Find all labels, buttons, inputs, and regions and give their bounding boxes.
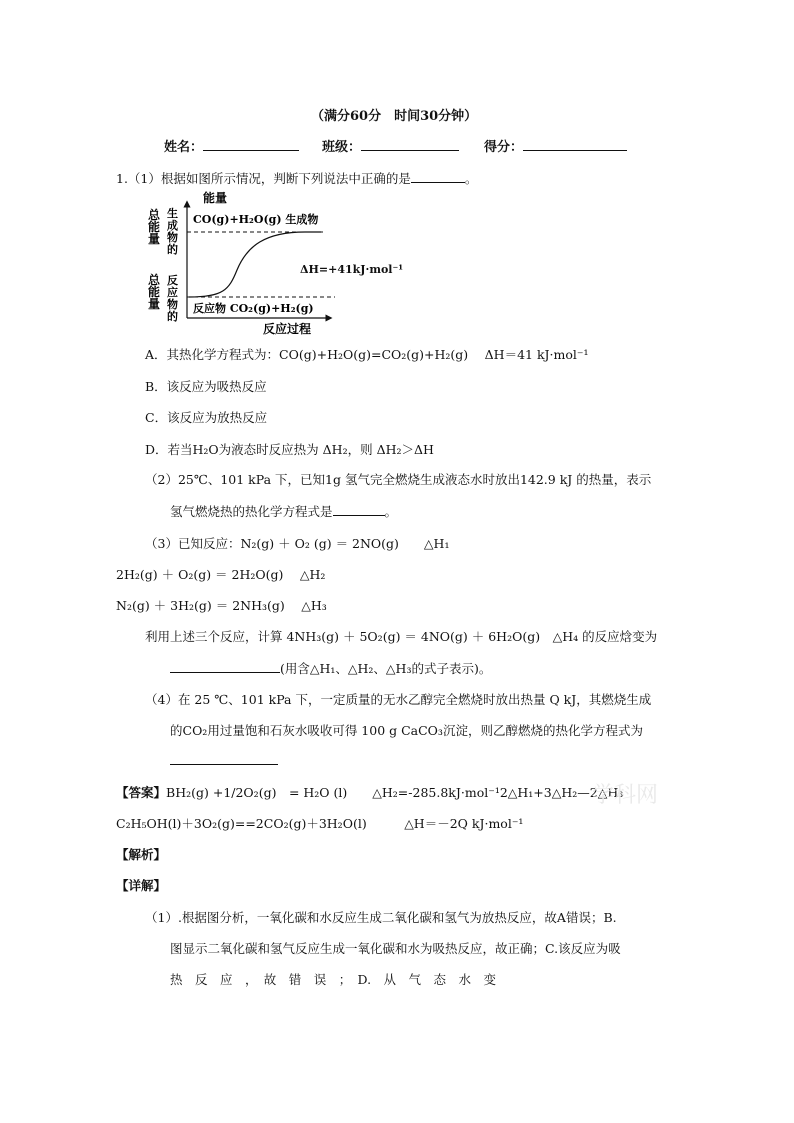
score-blank[interactable] [523, 138, 627, 151]
top-small-3: 物 [167, 231, 178, 244]
score-field [484, 136, 627, 155]
watermark: 学科网 [592, 783, 659, 808]
q1-part4-line1: （4）在 25 ℃、101 kPa 下，一定质量的无水乙醇完全燃烧时放出热量 Q kJ，其燃烧生成 [145, 692, 652, 707]
name-field [164, 136, 299, 155]
q1-part3-line5: (用含△H₁、△H₂、△H₃的式子表示)。 [170, 659, 491, 677]
bottom-small-2: 应 [167, 286, 178, 299]
q1-part2-line2: 氢气燃烧热的热化学方程式是 。 [170, 504, 398, 519]
q1-part3-line3: N₂(g) ＋ 3H₂(g) ＝ 2NH₃(g) △H₃ [116, 598, 327, 613]
q1-part2-blank[interactable] [333, 503, 385, 516]
q1-part4-line2: 的CO₂用过量饱和石灰水吸收可得 100 g CaCO₃沉淀，则乙醇燃烧的热化学方程式为 [170, 723, 643, 738]
option-d: D．若当H₂O为液态时反应热为 ΔH₂，则 ΔH₂＞ΔH [145, 442, 434, 457]
bottom-small-1: 反 [167, 274, 178, 287]
option-c: C．该反应为放热反应 [145, 410, 268, 425]
bottom-left-1: 总 [148, 273, 161, 287]
q1-part4-blank[interactable] [170, 752, 278, 765]
top-small-1: 生 [167, 207, 178, 220]
answer-line2: C₂H₅OH(l)＋3O₂(g)==2CO₂(g)＋3H₂O(l) △H＝－2Q kJ·mol⁻¹ [116, 816, 524, 831]
y-axis-label: 能量 [203, 191, 228, 205]
class-blank[interactable] [361, 138, 459, 151]
q1-part3-blank[interactable] [170, 660, 280, 673]
analysis-label: 【解析】 [116, 847, 167, 862]
q1-part4-line3 [170, 752, 278, 768]
q1-part2-line1: （2）25℃、101 kPa 下，已知1g 氢气完全燃烧生成液态水时放出142.9 kJ 的热量，表示 [145, 472, 652, 487]
q1-part3-line4: 利用上述三个反应，计算 4NH₃(g) ＋ 5O₂(g) ＝ 4NO(g) ＋ 6H₂O(g) △H₄ 的反应焓变为 [145, 629, 658, 644]
bottom-small-4: 的 [167, 310, 178, 323]
answer-label: 【答案】 [116, 785, 167, 800]
top-left-2: 能 [148, 220, 161, 234]
q1-part3-line2: 2H₂(g) ＋ O₂(g) ＝ 2H₂O(g) △H₂ [116, 567, 326, 582]
bottom-left-2: 能 [148, 285, 161, 299]
score-label: 得分： [484, 140, 524, 155]
reactant-label: 反应物 CO₂(g)+H₂(g) [193, 302, 314, 315]
q1-blank[interactable] [411, 170, 465, 183]
class-field [322, 136, 459, 155]
name-blank[interactable] [203, 138, 299, 151]
dh-label: ΔH=+41kJ·mol⁻¹ [300, 263, 404, 276]
top-left-1: 总 [148, 208, 161, 222]
name-label: 姓名： [164, 140, 204, 155]
detail-line3: 热 反 应 ， 故 错 误 ； D. 从 气 态 水 变 [170, 972, 497, 987]
bottom-small-3: 物 [167, 298, 178, 311]
x-axis-label: 反应过程 [263, 322, 312, 336]
top-left-3: 量 [148, 232, 161, 246]
top-small-4: 的 [167, 243, 178, 256]
score-time: （满分60分 时间30分钟） [311, 109, 478, 124]
detail-line1: （1）.根据图分析，一氧化碳和水反应生成二氧化碳和氢气为放热反应，故A错误；B. [145, 910, 617, 925]
detail-label: 【详解】 [116, 878, 167, 893]
option-a: A．其热化学方程式为：CO(g)+H₂O(g)=CO₂(g)+H₂(g) ΔH＝41 kJ·mol⁻¹ [145, 347, 589, 362]
bottom-left-3: 量 [148, 297, 161, 311]
option-b: B．该反应为吸热反应 [145, 379, 267, 394]
answer-line1: 【答案】BH₂(g) +1/2O₂(g) = H₂O (l) △H₂=-285.8kJ·mol⁻¹2△H₁+3△H₂—2△H₃ [116, 785, 624, 800]
product-label: CO(g)+H₂O(g) 生成物 [193, 213, 319, 226]
top-small-2: 成 [167, 219, 178, 232]
q1-part3-line1: （3）已知反应：N₂(g) ＋ O₂ (g) ＝ 2NO(g) △H₁ [145, 536, 450, 551]
detail-line2: 图显示二氧化碳和氢气反应生成一氧化碳和水为吸热反应，故正确；C.该反应为吸 [170, 941, 621, 956]
q1-stem: 1.（1）根据如图所示情况，判断下列说法中正确的是 。 [116, 171, 478, 186]
class-label: 班级： [322, 140, 362, 155]
